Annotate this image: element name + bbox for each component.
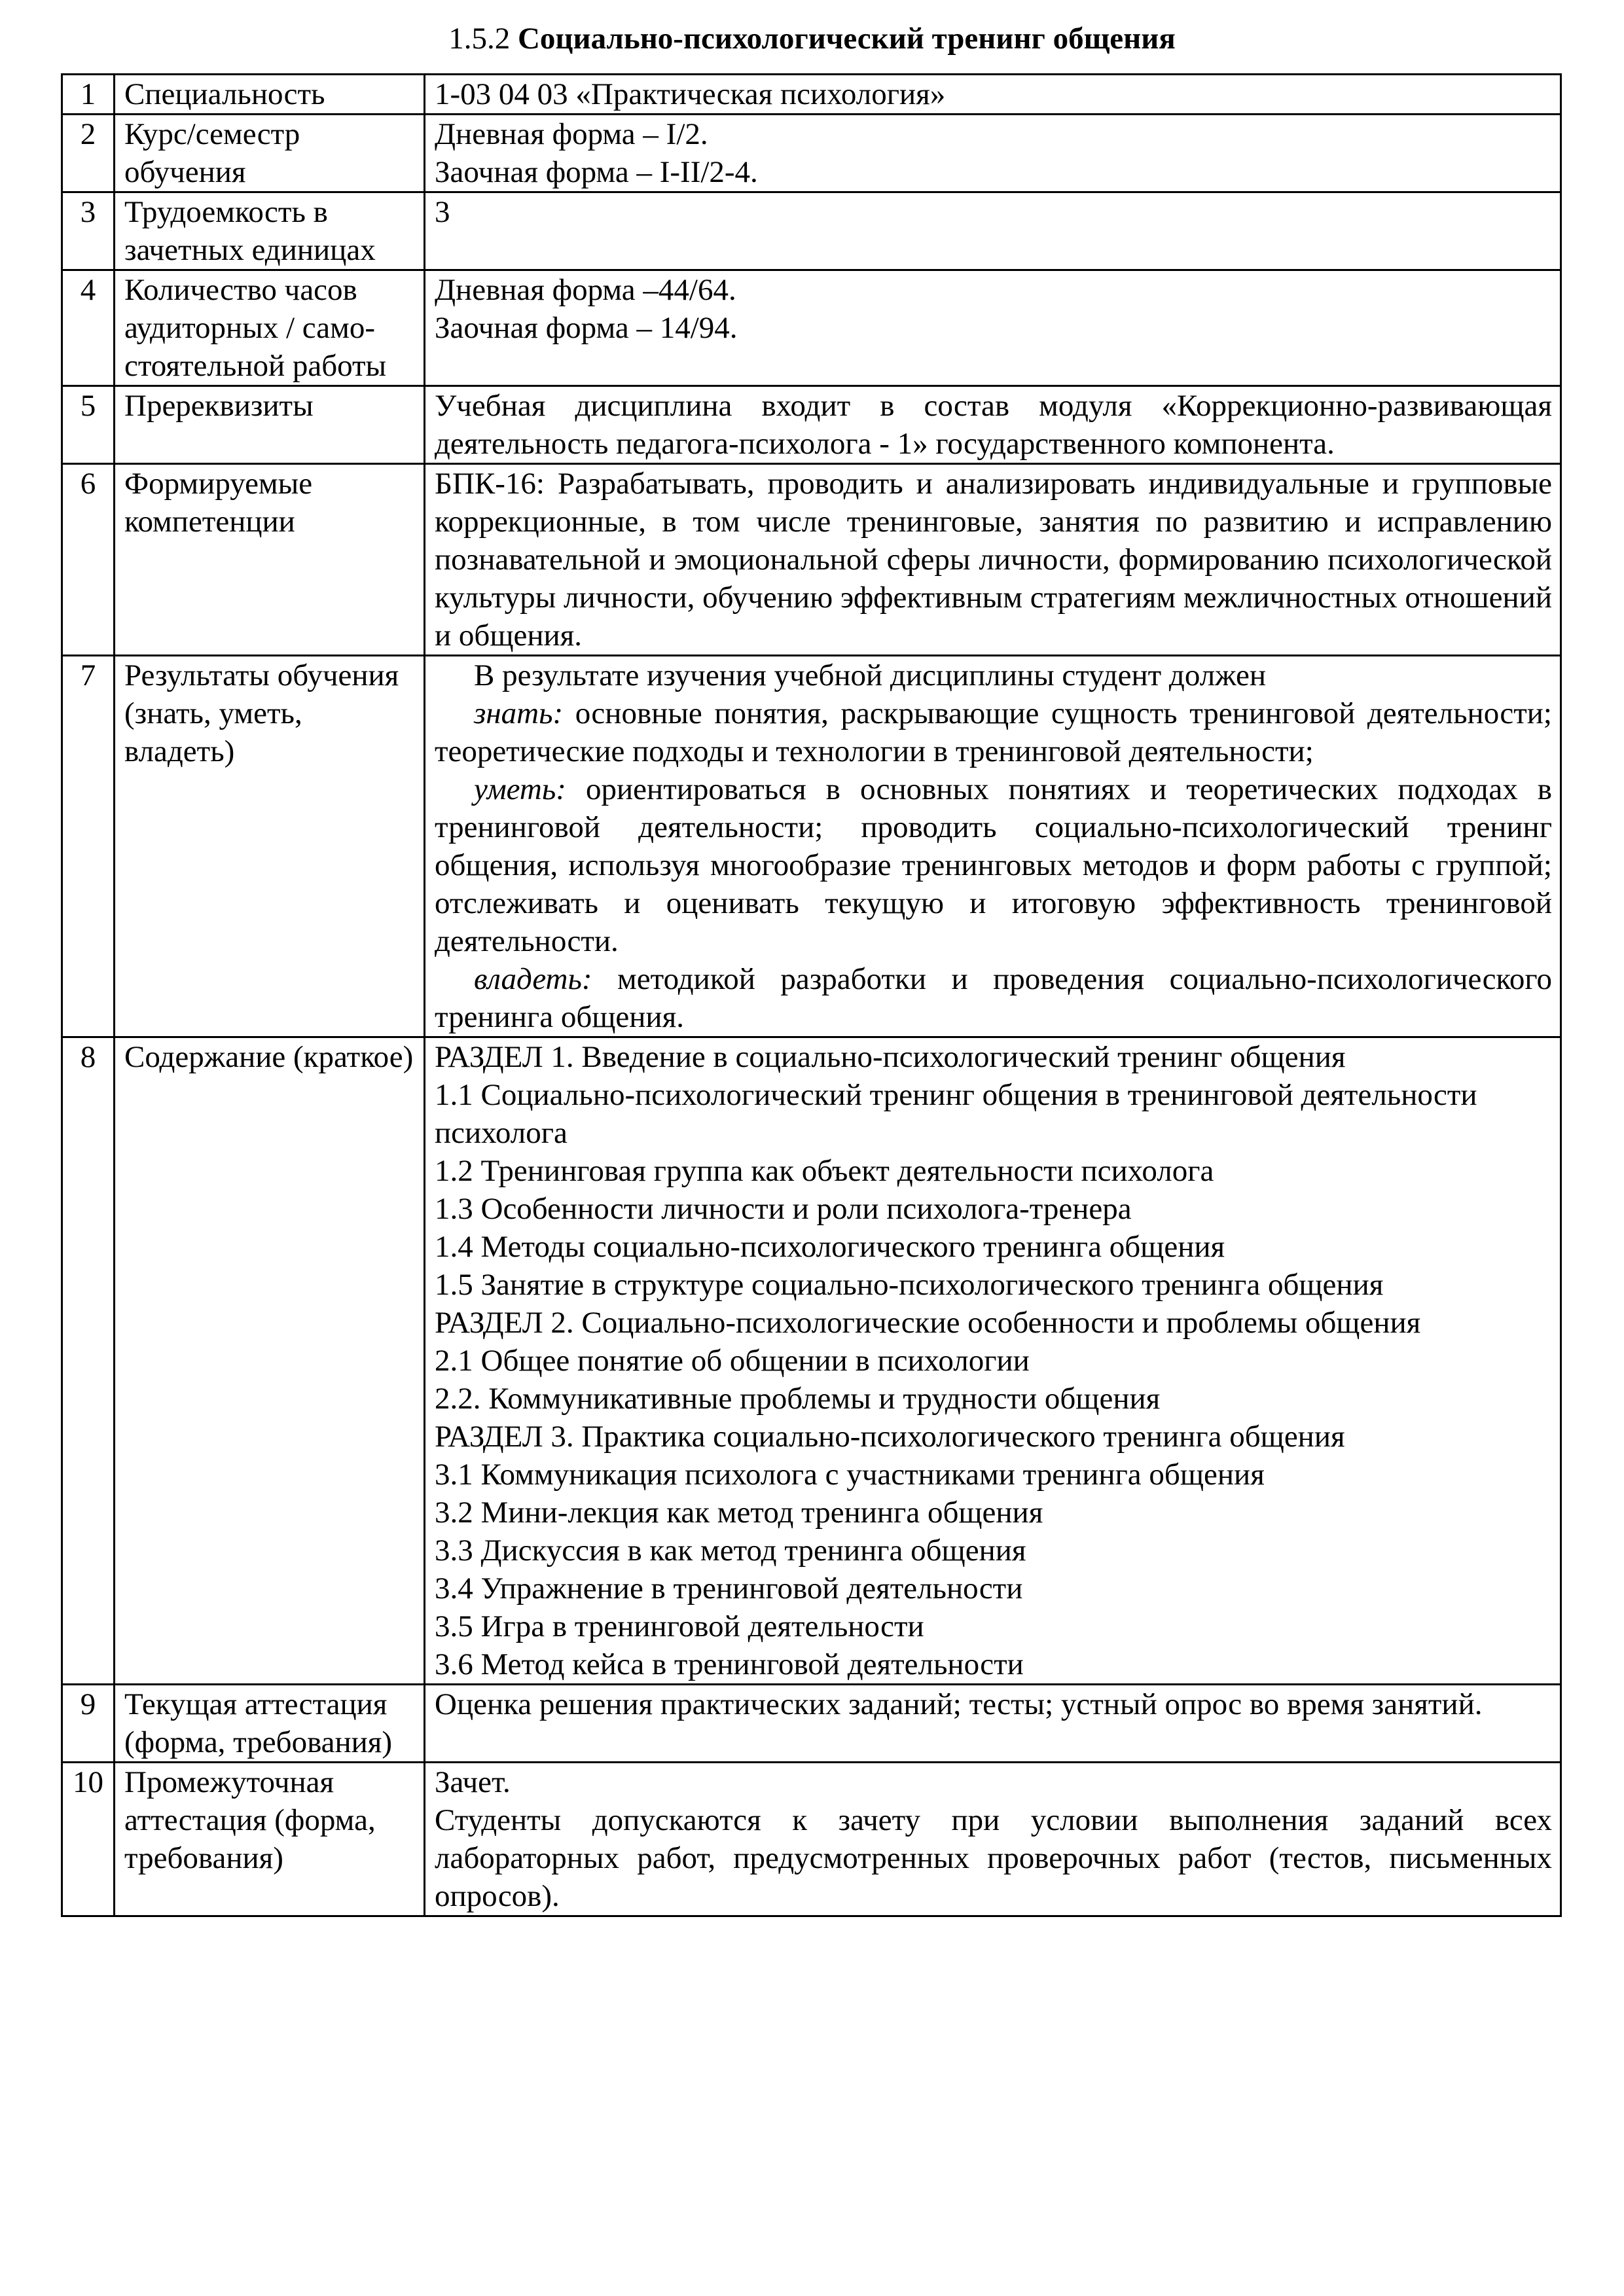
row-value [425, 656, 1561, 1037]
value-line: Дневная форма –44/64. [435, 273, 736, 307]
value-paragraph: Учебная дисциплина входит в состав модуля «Коррекционно-развивающая деятельность педагога-психолога - 1» государственного компонента. [435, 389, 1552, 461]
row-number: 8 [62, 1037, 115, 1685]
row-label: Промежуточная аттестация (форма, требования) [115, 1763, 425, 1916]
content-line: 2.1 Общее понятие об общении в психологии [435, 1344, 1030, 1378]
row-label: Формируемые компетенции [115, 464, 425, 656]
value-line: Зачет. [435, 1765, 511, 1799]
content-line: 1.3 Особенности личности и роли психолога-тренера [435, 1192, 1132, 1226]
content-line: 1.1 Социально-психологический тренинг общения в тренинговой деятельности психолога [435, 1078, 1477, 1150]
table-row [62, 464, 1561, 656]
value-line: Заочная форма – 14/94. [435, 311, 738, 345]
row-number: 4 [62, 270, 115, 386]
row-value [425, 270, 1561, 386]
value-line: 3 [435, 195, 450, 229]
table-row [62, 270, 1561, 386]
title-number: 1.5.2 [448, 22, 511, 56]
value-line: 1-03 04 03 «Практическая психология» [435, 77, 946, 111]
row-value [425, 75, 1561, 115]
value-line: Дневная форма – I/2. [435, 117, 708, 151]
results-text: ориентироваться в основных понятиях и теоретических подходах в тренинговой деятельности; проводить социально-психологический тренинг общения, используя многообразие тренинговых методов и форм работы с группой; отслеживать и оценивать текущую и итоговую эффективность тренинговой деятельности. [435, 772, 1552, 958]
content-line: 2.2. Коммуникативные проблемы и трудности общения [435, 1382, 1161, 1416]
table-row [62, 192, 1561, 270]
page-title [0, 20, 1624, 58]
content-line: 1.5 Занятие в структуре социально-психологического тренинга общения [435, 1268, 1384, 1302]
row-value [425, 115, 1561, 192]
content-line: РАЗДЕЛ 3. Практика социально-психологического тренинга общения [435, 1420, 1345, 1454]
content-line: 3.2 Мини-лекция как метод тренинга общения [435, 1496, 1043, 1530]
value-line: Заочная форма – I-II/2-4. [435, 155, 758, 189]
row-number: 6 [62, 464, 115, 656]
row-number: 2 [62, 115, 115, 192]
row-label: Специальность [115, 75, 425, 115]
row-number: 9 [62, 1685, 115, 1763]
results-intro: В результате изучения учебной дисциплины студент должен [474, 658, 1267, 692]
content-line: 3.4 Упражнение в тренинговой деятельности [435, 1571, 1023, 1605]
content-line: 3.5 Игра в тренинговой деятельности [435, 1609, 924, 1643]
discipline-info-table [61, 73, 1562, 1917]
results-key: знать: [474, 696, 564, 730]
value-paragraph: Оценка решения практических заданий; тесты; устный опрос во время занятий. [435, 1687, 1483, 1721]
row-label: Текущая аттестация (форма, требования) [115, 1685, 425, 1763]
results-text: методикой разработки и проведения социально-психологического тренинга общения. [435, 962, 1552, 1034]
value-paragraph: БПК-16: Разрабатывать, проводить и анализировать индивидуальные и групповые коррекционные, в том числе тренинговые, занятия по развитию и исправлению познавательной и эмоциональной сферы личности, формированию психологической культуры личности, обучению эффективным стратегиям межличностных отношений и общения. [435, 467, 1552, 653]
row-label: Трудоемкость в зачетных единицах [115, 192, 425, 270]
content-line: РАЗДЕЛ 1. Введение в социально-психологический тренинг общения [435, 1040, 1346, 1074]
table-row [62, 115, 1561, 192]
results-can [435, 770, 1552, 960]
row-number: 1 [62, 75, 115, 115]
row-number: 7 [62, 656, 115, 1037]
table-row [62, 1685, 1561, 1763]
table-row [62, 75, 1561, 115]
row-label: Содержание (краткое) [115, 1037, 425, 1685]
row-value [425, 192, 1561, 270]
results-key: владеть: [474, 962, 592, 996]
table-row [62, 1763, 1561, 1916]
table-row [62, 1037, 1561, 1685]
row-number: 3 [62, 192, 115, 270]
title-name: Социально-психологический тренинг общения [517, 22, 1176, 56]
row-number: 10 [62, 1763, 115, 1916]
row-value [425, 1763, 1561, 1916]
results-know [435, 694, 1552, 770]
results-master [435, 960, 1552, 1036]
results-key: уметь: [474, 772, 566, 806]
row-label: Пререквизиты [115, 386, 425, 464]
row-value [425, 1685, 1561, 1763]
table-row [62, 656, 1561, 1037]
content-line: 3.3 Дискуссия в как метод тренинга общения [435, 1534, 1026, 1568]
content-line: 1.4 Методы социально-психологического тренинга общения [435, 1230, 1225, 1264]
content-line: 1.2 Тренинговая группа как объект деятельности психолога [435, 1154, 1214, 1188]
results-text: основные понятия, раскрывающие сущность тренинговой деятельности; теоретические подходы и технологии в тренинговой деятельности; [435, 696, 1552, 768]
row-label: Результаты обучения (знать, уметь, владеть) [115, 656, 425, 1037]
row-number: 5 [62, 386, 115, 464]
row-label: Количество часов аудиторных / само-стоятельной работы [115, 270, 425, 386]
content-line: 3.6 Метод кейса в тренинговой деятельности [435, 1647, 1024, 1681]
row-value [425, 464, 1561, 656]
content-line: 3.1 Коммуникация психолога с участниками тренинга общения [435, 1458, 1265, 1492]
row-label: Курс/семестр обучения [115, 115, 425, 192]
row-value [425, 386, 1561, 464]
content-line: РАЗДЕЛ 2. Социально-психологические особенности и проблемы общения [435, 1306, 1421, 1340]
table-row [62, 386, 1561, 464]
row-value [425, 1037, 1561, 1685]
value-paragraph: Студенты допускаются к зачету при условии выполнения заданий всех лабораторных работ, предусмотренных проверочных работ (тестов, письменных опросов). [435, 1803, 1552, 1913]
